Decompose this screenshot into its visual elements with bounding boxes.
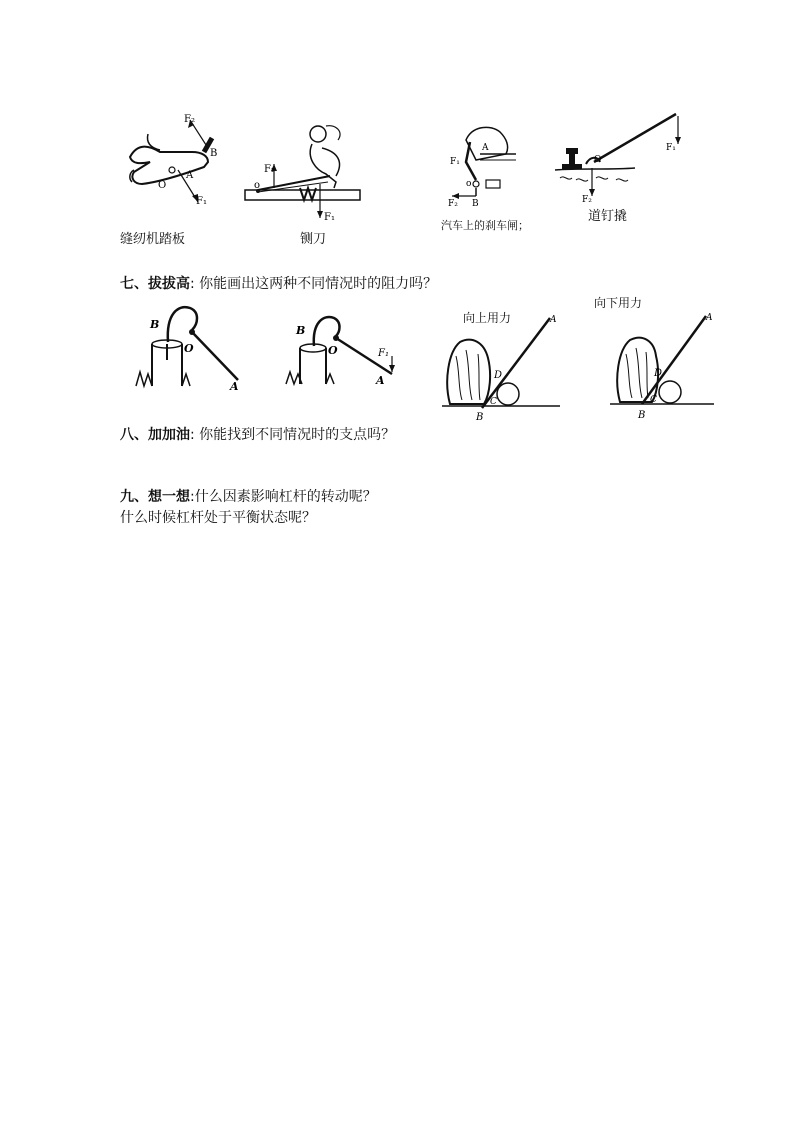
pump1-label-a: A: [230, 380, 239, 393]
rock-up-title: 向上用力: [463, 311, 512, 325]
section9-line2: 什么时候杠杆处于平衡状态呢？: [120, 510, 316, 526]
spike-label-f1: F₁: [666, 143, 676, 153]
rock-down-label-c: C: [650, 395, 657, 405]
rock-up-label-b: B: [476, 412, 484, 423]
pedal-label-f-top: F₂: [184, 114, 195, 125]
rail-spike-puller-caption: 道钉撬: [588, 209, 628, 224]
section9-question: :什么因素影响杠杆的转动呢？: [190, 489, 377, 505]
pump1-label-o: O: [184, 342, 194, 355]
section9-line1: [120, 486, 377, 506]
rock-up-label-d: D: [494, 370, 503, 381]
car-brake-figure: [446, 116, 526, 216]
cutter-label-f1: F₁: [324, 212, 335, 223]
brake-label-f2: F₂: [448, 199, 458, 209]
fodder-cutter-caption: 铡刀: [300, 232, 327, 247]
car-brake-caption: 汽车上的刹车闸；: [441, 219, 529, 232]
rock-down-label-a: A: [706, 313, 713, 323]
pump2-figure: [284, 312, 404, 397]
rail-spike-puller-figure: [550, 108, 690, 218]
pedal-label-f-bottom: F₁: [196, 196, 207, 207]
pump2-label-o: O: [328, 344, 338, 357]
brake-label-b: B: [472, 199, 479, 209]
fodder-cutter-figure: [240, 118, 370, 228]
rock-down-title: 向下用力: [594, 296, 643, 310]
rock-up-figure: [442, 312, 567, 427]
foot-outline: [130, 147, 208, 184]
section9-heading: 九、想一想: [120, 489, 190, 505]
section8-heading: 八、加加油: [120, 427, 190, 443]
section7-line: [120, 273, 437, 293]
cutter-label-o: o: [254, 180, 261, 191]
pump1-figure: [130, 300, 250, 395]
rock-down-figure: [608, 308, 733, 423]
rock-up-label-c: C: [490, 397, 497, 407]
pump1-label-b: B: [150, 318, 160, 331]
brake-label-a: A: [482, 143, 489, 153]
pump2-label-b: B: [296, 324, 306, 337]
cutter-label-f2: F₂: [264, 164, 275, 175]
section7-question: : 你能画出这两种不同情况时的阻力吗？: [190, 276, 438, 292]
spike-label-o: O: [594, 155, 602, 165]
sewing-pedal-caption: 缝纫机踏板: [120, 232, 186, 247]
brake-label-o: o: [466, 179, 472, 189]
section8-line: [120, 424, 395, 444]
pedal-label-o: O: [158, 180, 167, 191]
rock-up-label-a: A: [550, 315, 557, 325]
pump2-label-a: A: [376, 374, 385, 387]
brake-label-f1: F₁: [450, 157, 460, 167]
pedal-label-a: A: [186, 170, 194, 181]
section7-heading: 七、拔拔高: [120, 276, 190, 292]
sewing-pedal-figure: [120, 112, 230, 212]
spike-label-f2: F₂: [582, 195, 592, 205]
rock-down-label-b: B: [638, 410, 646, 421]
section8-question: : 你能找到不同情况时的支点吗？: [190, 427, 396, 443]
pedal-label-b: B: [210, 148, 218, 159]
rock-down-label-d: D: [654, 368, 663, 379]
pump2-label-f1: F₁: [378, 348, 389, 359]
